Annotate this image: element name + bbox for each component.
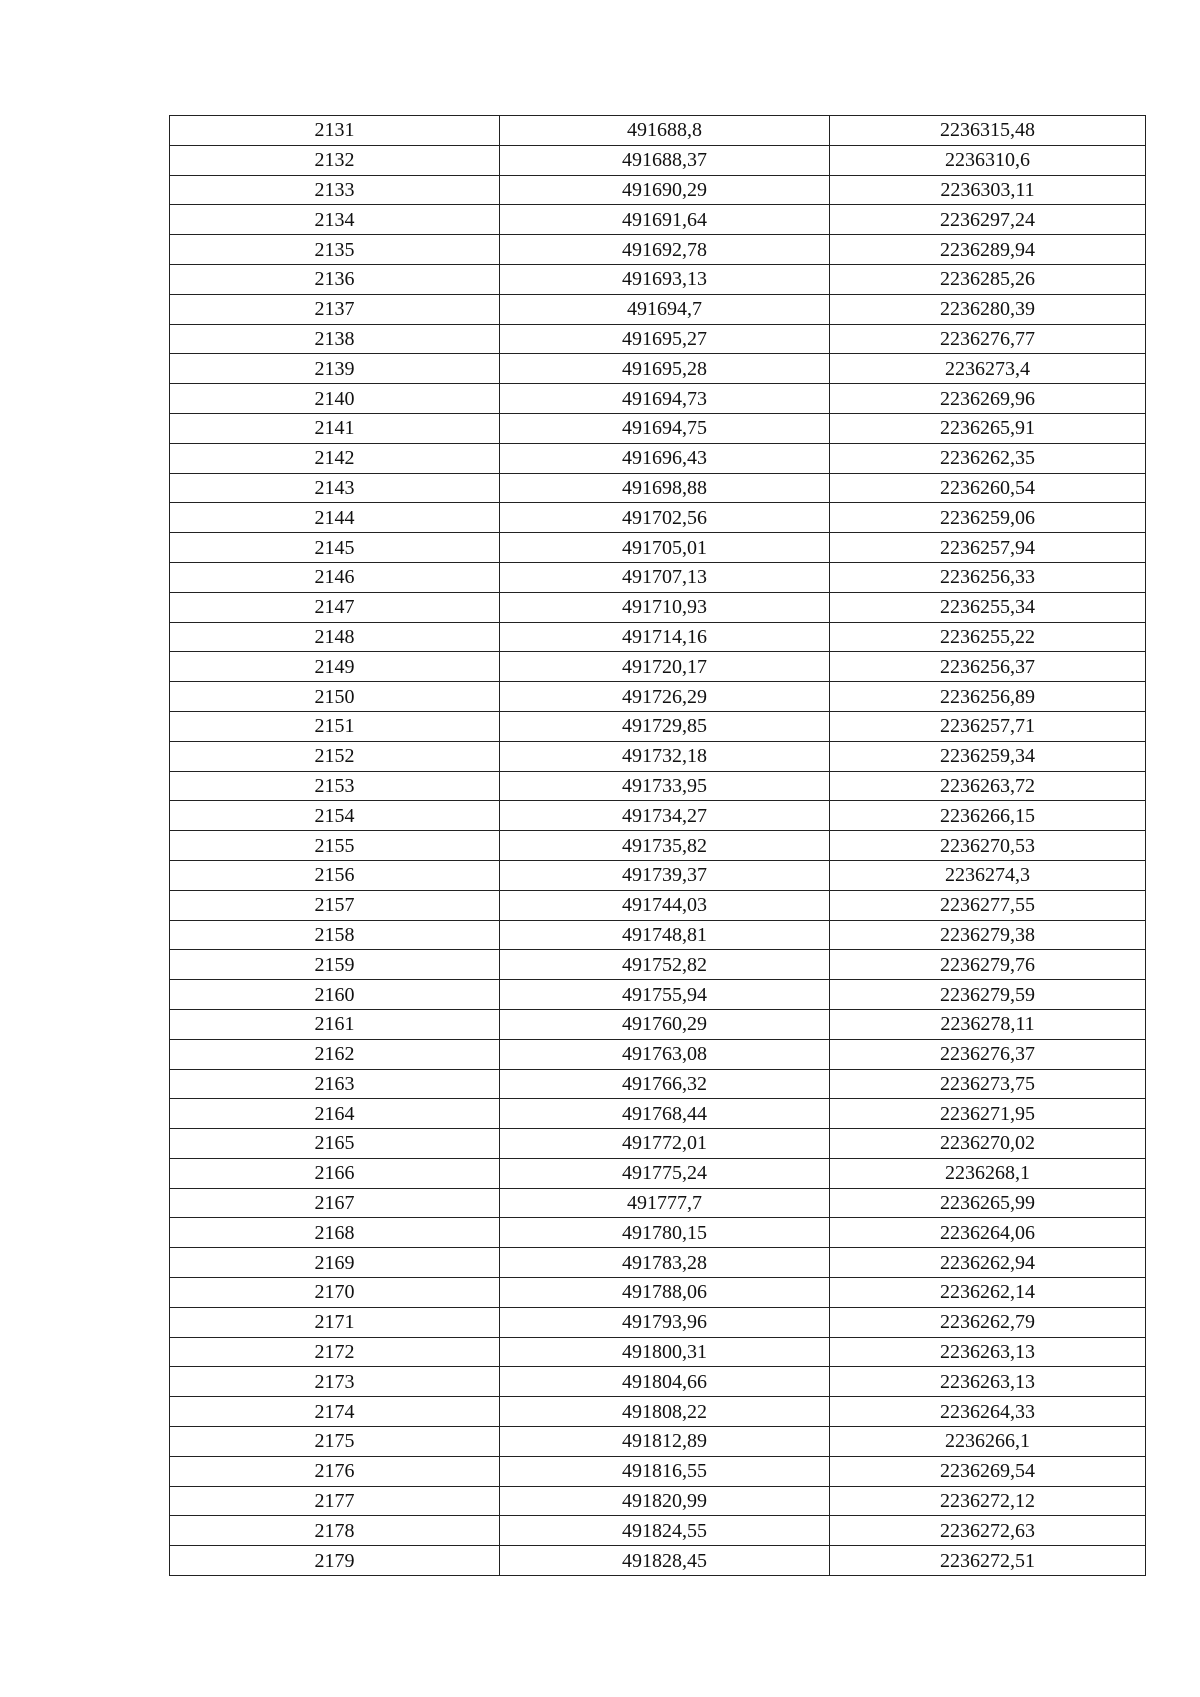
table-row [170, 413, 1146, 443]
y-coordinate-cell: 2236260,54 [830, 473, 1146, 503]
point-number-cell: 2136 [170, 264, 500, 294]
y-coordinate-cell: 2236297,24 [830, 205, 1146, 235]
x-coordinate-cell: 491714,16 [500, 622, 830, 652]
x-coordinate-cell: 491755,94 [500, 980, 830, 1010]
x-coordinate-cell: 491768,44 [500, 1099, 830, 1129]
point-number-cell: 2141 [170, 413, 500, 443]
table-row [170, 771, 1146, 801]
x-coordinate-cell: 491698,88 [500, 473, 830, 503]
y-coordinate-cell: 2236285,26 [830, 264, 1146, 294]
table-row [170, 1486, 1146, 1516]
y-coordinate-cell: 2236265,91 [830, 413, 1146, 443]
table-row [170, 533, 1146, 563]
y-coordinate-cell: 2236262,14 [830, 1278, 1146, 1308]
point-number-cell: 2177 [170, 1486, 500, 1516]
y-coordinate-cell: 2236276,77 [830, 324, 1146, 354]
y-coordinate-cell: 2236272,63 [830, 1516, 1146, 1546]
point-number-cell: 2175 [170, 1427, 500, 1457]
x-coordinate-cell: 491733,95 [500, 771, 830, 801]
x-coordinate-cell: 491734,27 [500, 801, 830, 831]
table-row [170, 1129, 1146, 1159]
point-number-cell: 2149 [170, 652, 500, 682]
point-number-cell: 2134 [170, 205, 500, 235]
point-number-cell: 2165 [170, 1129, 500, 1159]
y-coordinate-cell: 2236310,6 [830, 145, 1146, 175]
x-coordinate-cell: 491760,29 [500, 1009, 830, 1039]
point-number-cell: 2152 [170, 741, 500, 771]
point-number-cell: 2139 [170, 354, 500, 384]
table-row [170, 562, 1146, 592]
x-coordinate-cell: 491694,73 [500, 384, 830, 414]
point-number-cell: 2142 [170, 443, 500, 473]
y-coordinate-cell: 2236272,12 [830, 1486, 1146, 1516]
point-number-cell: 2151 [170, 711, 500, 741]
table-row [170, 205, 1146, 235]
y-coordinate-cell: 2236276,37 [830, 1039, 1146, 1069]
y-coordinate-cell: 2236273,4 [830, 354, 1146, 384]
table-row [170, 116, 1146, 146]
x-coordinate-cell: 491692,78 [500, 235, 830, 265]
table-row [170, 652, 1146, 682]
x-coordinate-cell: 491828,45 [500, 1546, 830, 1576]
table-row [170, 1218, 1146, 1248]
x-coordinate-cell: 491748,81 [500, 920, 830, 950]
y-coordinate-cell: 2236279,59 [830, 980, 1146, 1010]
y-coordinate-cell: 2236262,35 [830, 443, 1146, 473]
x-coordinate-cell: 491763,08 [500, 1039, 830, 1069]
table-row [170, 235, 1146, 265]
point-number-cell: 2135 [170, 235, 500, 265]
table-row [170, 294, 1146, 324]
table-row [170, 503, 1146, 533]
table-row [170, 1456, 1146, 1486]
x-coordinate-cell: 491775,24 [500, 1158, 830, 1188]
table-row [170, 741, 1146, 771]
table-row [170, 384, 1146, 414]
point-number-cell: 2169 [170, 1248, 500, 1278]
point-number-cell: 2154 [170, 801, 500, 831]
table-row [170, 860, 1146, 890]
y-coordinate-cell: 2236255,34 [830, 592, 1146, 622]
x-coordinate-cell: 491783,28 [500, 1248, 830, 1278]
y-coordinate-cell: 2236273,75 [830, 1069, 1146, 1099]
table-row [170, 1248, 1146, 1278]
x-coordinate-cell: 491808,22 [500, 1397, 830, 1427]
table-row [170, 1546, 1146, 1576]
point-number-cell: 2157 [170, 890, 500, 920]
x-coordinate-cell: 491777,7 [500, 1188, 830, 1218]
table-row [170, 950, 1146, 980]
point-number-cell: 2150 [170, 682, 500, 712]
table-row [170, 592, 1146, 622]
point-number-cell: 2161 [170, 1009, 500, 1039]
table-row [170, 1069, 1146, 1099]
table-row [170, 831, 1146, 861]
x-coordinate-cell: 491695,27 [500, 324, 830, 354]
table-row [170, 1427, 1146, 1457]
x-coordinate-cell: 491693,13 [500, 264, 830, 294]
point-number-cell: 2174 [170, 1397, 500, 1427]
y-coordinate-cell: 2236262,79 [830, 1307, 1146, 1337]
point-number-cell: 2145 [170, 533, 500, 563]
table-row [170, 324, 1146, 354]
x-coordinate-cell: 491710,93 [500, 592, 830, 622]
y-coordinate-cell: 2236265,99 [830, 1188, 1146, 1218]
y-coordinate-cell: 2236269,54 [830, 1456, 1146, 1486]
point-number-cell: 2167 [170, 1188, 500, 1218]
x-coordinate-cell: 491690,29 [500, 175, 830, 205]
x-coordinate-cell: 491720,17 [500, 652, 830, 682]
table-row [170, 920, 1146, 950]
point-number-cell: 2137 [170, 294, 500, 324]
x-coordinate-cell: 491735,82 [500, 831, 830, 861]
x-coordinate-cell: 491793,96 [500, 1307, 830, 1337]
point-number-cell: 2179 [170, 1546, 500, 1576]
table-row [170, 1188, 1146, 1218]
point-number-cell: 2163 [170, 1069, 500, 1099]
x-coordinate-cell: 491780,15 [500, 1218, 830, 1248]
point-number-cell: 2164 [170, 1099, 500, 1129]
table-row [170, 443, 1146, 473]
x-coordinate-cell: 491732,18 [500, 741, 830, 771]
point-number-cell: 2160 [170, 980, 500, 1010]
x-coordinate-cell: 491691,64 [500, 205, 830, 235]
table-row [170, 473, 1146, 503]
point-number-cell: 2158 [170, 920, 500, 950]
point-number-cell: 2146 [170, 562, 500, 592]
point-number-cell: 2140 [170, 384, 500, 414]
y-coordinate-cell: 2236270,02 [830, 1129, 1146, 1159]
x-coordinate-cell: 491726,29 [500, 682, 830, 712]
y-coordinate-cell: 2236268,1 [830, 1158, 1146, 1188]
table-row [170, 980, 1146, 1010]
table-row [170, 890, 1146, 920]
table-row [170, 145, 1146, 175]
y-coordinate-cell: 2236262,94 [830, 1248, 1146, 1278]
point-number-cell: 2133 [170, 175, 500, 205]
x-coordinate-cell: 491824,55 [500, 1516, 830, 1546]
point-number-cell: 2144 [170, 503, 500, 533]
x-coordinate-cell: 491707,13 [500, 562, 830, 592]
point-number-cell: 2155 [170, 831, 500, 861]
point-number-cell: 2178 [170, 1516, 500, 1546]
coordinates-table-body [170, 116, 1146, 1576]
y-coordinate-cell: 2236264,06 [830, 1218, 1146, 1248]
x-coordinate-cell: 491696,43 [500, 443, 830, 473]
y-coordinate-cell: 2236259,06 [830, 503, 1146, 533]
x-coordinate-cell: 491688,8 [500, 116, 830, 146]
point-number-cell: 2173 [170, 1367, 500, 1397]
table-row [170, 711, 1146, 741]
point-number-cell: 2132 [170, 145, 500, 175]
y-coordinate-cell: 2236315,48 [830, 116, 1146, 146]
coordinates-table [169, 115, 1146, 1576]
y-coordinate-cell: 2236271,95 [830, 1099, 1146, 1129]
table-row [170, 1397, 1146, 1427]
point-number-cell: 2172 [170, 1337, 500, 1367]
table-row [170, 354, 1146, 384]
x-coordinate-cell: 491752,82 [500, 950, 830, 980]
table-row [170, 1516, 1146, 1546]
point-number-cell: 2171 [170, 1307, 500, 1337]
y-coordinate-cell: 2236280,39 [830, 294, 1146, 324]
y-coordinate-cell: 2236279,38 [830, 920, 1146, 950]
point-number-cell: 2156 [170, 860, 500, 890]
point-number-cell: 2153 [170, 771, 500, 801]
x-coordinate-cell: 491688,37 [500, 145, 830, 175]
point-number-cell: 2168 [170, 1218, 500, 1248]
y-coordinate-cell: 2236255,22 [830, 622, 1146, 652]
table-row [170, 1307, 1146, 1337]
table-row [170, 682, 1146, 712]
y-coordinate-cell: 2236256,33 [830, 562, 1146, 592]
table-row [170, 1367, 1146, 1397]
y-coordinate-cell: 2236274,3 [830, 860, 1146, 890]
table-row [170, 1009, 1146, 1039]
y-coordinate-cell: 2236257,94 [830, 533, 1146, 563]
table-row [170, 1337, 1146, 1367]
y-coordinate-cell: 2236259,34 [830, 741, 1146, 771]
x-coordinate-cell: 491694,7 [500, 294, 830, 324]
x-coordinate-cell: 491695,28 [500, 354, 830, 384]
point-number-cell: 2138 [170, 324, 500, 354]
y-coordinate-cell: 2236279,76 [830, 950, 1146, 980]
y-coordinate-cell: 2236263,72 [830, 771, 1146, 801]
y-coordinate-cell: 2236263,13 [830, 1367, 1146, 1397]
y-coordinate-cell: 2236270,53 [830, 831, 1146, 861]
point-number-cell: 2147 [170, 592, 500, 622]
x-coordinate-cell: 491788,06 [500, 1278, 830, 1308]
table-row [170, 175, 1146, 205]
x-coordinate-cell: 491772,01 [500, 1129, 830, 1159]
table-row [170, 801, 1146, 831]
point-number-cell: 2162 [170, 1039, 500, 1069]
point-number-cell: 2166 [170, 1158, 500, 1188]
x-coordinate-cell: 491816,55 [500, 1456, 830, 1486]
table-row [170, 1099, 1146, 1129]
y-coordinate-cell: 2236278,11 [830, 1009, 1146, 1039]
point-number-cell: 2170 [170, 1278, 500, 1308]
x-coordinate-cell: 491820,99 [500, 1486, 830, 1516]
x-coordinate-cell: 491766,32 [500, 1069, 830, 1099]
y-coordinate-cell: 2236303,11 [830, 175, 1146, 205]
point-number-cell: 2159 [170, 950, 500, 980]
y-coordinate-cell: 2236289,94 [830, 235, 1146, 265]
y-coordinate-cell: 2236256,37 [830, 652, 1146, 682]
x-coordinate-cell: 491702,56 [500, 503, 830, 533]
y-coordinate-cell: 2236277,55 [830, 890, 1146, 920]
table-row [170, 1158, 1146, 1188]
y-coordinate-cell: 2236272,51 [830, 1546, 1146, 1576]
table-row [170, 622, 1146, 652]
point-number-cell: 2176 [170, 1456, 500, 1486]
point-number-cell: 2131 [170, 116, 500, 146]
y-coordinate-cell: 2236256,89 [830, 682, 1146, 712]
x-coordinate-cell: 491812,89 [500, 1427, 830, 1457]
x-coordinate-cell: 491694,75 [500, 413, 830, 443]
x-coordinate-cell: 491800,31 [500, 1337, 830, 1367]
point-number-cell: 2143 [170, 473, 500, 503]
x-coordinate-cell: 491804,66 [500, 1367, 830, 1397]
y-coordinate-cell: 2236269,96 [830, 384, 1146, 414]
table-row [170, 1039, 1146, 1069]
y-coordinate-cell: 2236266,1 [830, 1427, 1146, 1457]
y-coordinate-cell: 2236266,15 [830, 801, 1146, 831]
point-number-cell: 2148 [170, 622, 500, 652]
x-coordinate-cell: 491744,03 [500, 890, 830, 920]
x-coordinate-cell: 491705,01 [500, 533, 830, 563]
y-coordinate-cell: 2236257,71 [830, 711, 1146, 741]
x-coordinate-cell: 491739,37 [500, 860, 830, 890]
table-row [170, 264, 1146, 294]
y-coordinate-cell: 2236264,33 [830, 1397, 1146, 1427]
table-row [170, 1278, 1146, 1308]
y-coordinate-cell: 2236263,13 [830, 1337, 1146, 1367]
x-coordinate-cell: 491729,85 [500, 711, 830, 741]
